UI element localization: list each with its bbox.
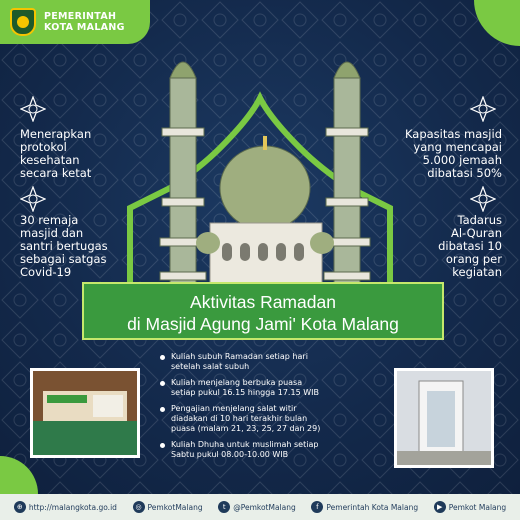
header-title [44, 11, 125, 33]
footer-website[interactable]: ⊕ http://malangkota.go.id [14, 501, 117, 513]
facebook-icon: f [311, 501, 323, 513]
fact-tadarus: Tadarus Al-Quran dibatasi 10 orang per kegiatan [438, 213, 502, 279]
footer-facebook[interactable]: f Pemerintah Kota Malang [311, 501, 418, 513]
fact-volunteers: 30 remaja masjid dan santri bertugas sebagai satgas Covid-19 [20, 213, 108, 279]
footer-social-bar [0, 494, 520, 520]
star-ornament-icon [470, 186, 496, 212]
city-logo-icon [10, 8, 36, 36]
fact-health-protocol: Menerapkan protokol kesehatan secara ketat [20, 127, 92, 180]
footer-instagram[interactable]: ◎ PemkotMalang [133, 501, 203, 513]
fact-capacity: Kapasitas masjid yang mencapai 5.000 jemaah dibatasi 50% [404, 127, 502, 180]
star-ornament-icon [470, 96, 496, 122]
footer-twitter[interactable]: t @PemkotMalang [218, 501, 296, 513]
youtube-icon: ▶ [434, 501, 446, 513]
header-line-2: KOTA MALANG [44, 22, 125, 33]
page-subtitle: di Masjid Agung Jami' Kota Malang [127, 314, 399, 334]
list-item: Kuliah subuh Ramadan setiap hari setelah salat subuh [160, 352, 390, 372]
globe-icon: ⊕ [14, 501, 26, 513]
activity-list [160, 352, 390, 466]
instagram-icon: ◎ [133, 501, 145, 513]
footer-youtube[interactable]: ▶ Pemkot Malang [434, 501, 506, 513]
header-line-1: PEMERINTAH [44, 11, 117, 22]
disinfection-booth-photo [394, 368, 494, 468]
mosque-interior-photo [30, 368, 140, 458]
list-item: Kuliah Dhuha untuk muslimah setiap Sabtu pukul 08.00-10.00 WIB [160, 440, 390, 460]
title-banner [82, 282, 444, 340]
list-item: Kuliah menjelang berbuka puasa setiap pukul 16.15 hingga 17.15 WIB [160, 378, 390, 398]
star-ornament-icon [20, 96, 46, 122]
list-item: Pengajian menjelang salat witir diadakan di 10 hari terakhir bulan puasa (malam 21, 23, 25, 27 dan 29) [160, 404, 390, 434]
page-title: Aktivitas Ramadan [190, 292, 336, 312]
twitter-icon: t [218, 501, 230, 513]
star-ornament-icon [20, 186, 46, 212]
